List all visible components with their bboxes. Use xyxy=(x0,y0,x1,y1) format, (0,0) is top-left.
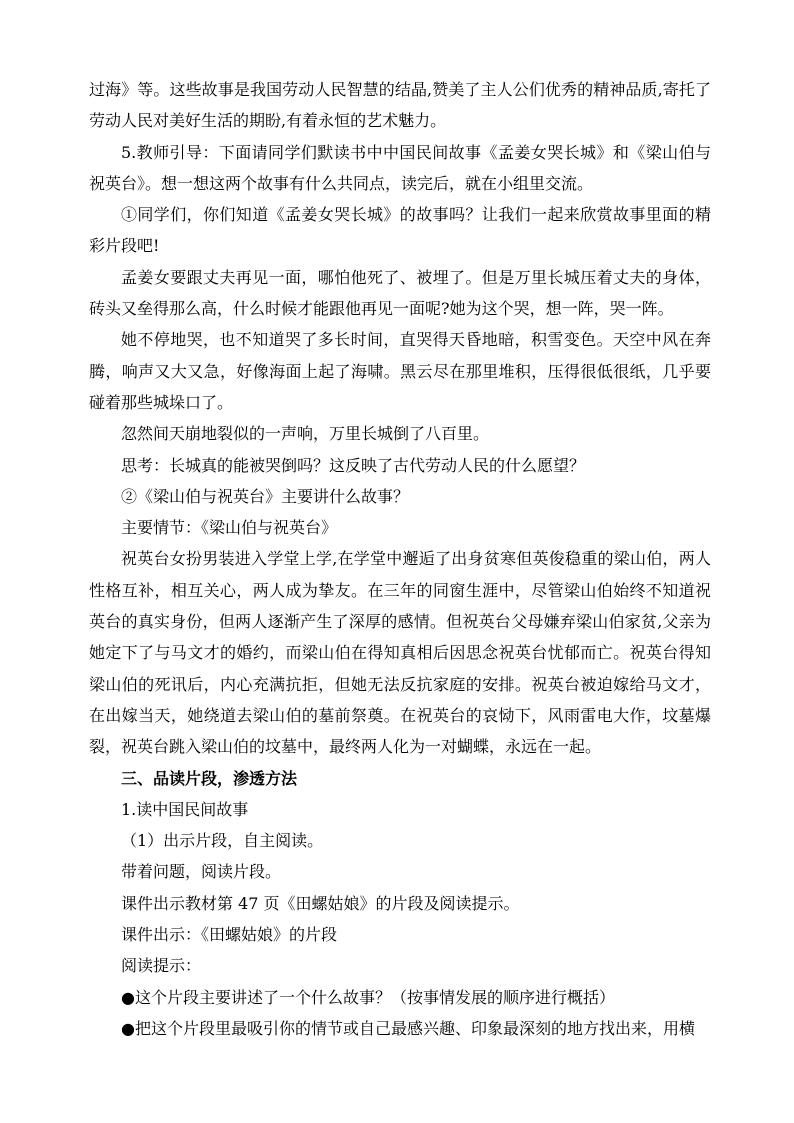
paragraph-14: 带着问题，阅读片段。 xyxy=(121,862,282,882)
paragraph-6: 忽然间天崩地裂似的一声响，万里长城倒了八百里。 xyxy=(121,424,490,444)
paragraph-16: 课件出示：《田螺姑娘》的片段 xyxy=(121,925,338,945)
paragraph-10: 祝英台女扮男装进入学堂上学,在学堂中邂逅了出身贫寒但英俊稳重的梁山伯，两人性格互补，相互关心，两人成为挚友。在三年的同窗生涯中，尽管梁山伯始终不知道祝英台的真实身份，但两人逐渐产生了深厚的感情。但祝英台父母嫌弃梁山伯家贫,父亲为她定下了与马文才的婚约，而梁山伯在得知真相后因思念祝英台忧郁而亡。祝英台得知梁山伯的死讯后，内心充满抗拒，但她无法反抗家庭的安排。祝英台被迫嫁给马文才，在出嫁当天，她绕道去梁山伯的墓前祭奠。在祝英台的哀恸下，风雨雷电大作，坟墓爆裂，祝英台跳入梁山伯的坟墓中，最终两人化为一对蝴蝶，永远在一起。 xyxy=(89,549,711,757)
paragraph-2: 5.教师引导：下面请同学们默读书中中国民间故事《孟姜女哭长城》和《梁山伯与祝英台》。想一想这两个故事有什么共同点，读完后，就在小组里交流。 xyxy=(89,142,711,193)
paragraph-9: 主要情节：《梁山伯与祝英台》 xyxy=(121,518,338,538)
paragraph-7: 思考：长城真的能被哭倒吗？这反映了古代劳动人民的什么愿望？ xyxy=(121,455,586,475)
paragraph-17: 阅读提示： xyxy=(121,956,202,976)
section-heading: 三、品读片段，渗透方法 xyxy=(121,768,298,788)
paragraph-13: （1）出示片段，自主阅读。 xyxy=(121,831,324,851)
bullet-item-2: ●把这个片段里最吸引你的情节或自己最感兴趣、印象最深刻的地方找出来，用横 xyxy=(121,1018,695,1038)
paragraph-12: 1.读中国民间故事 xyxy=(121,799,249,819)
paragraph-4: 孟姜女要跟丈夫再见一面，哪怕他死了、被埋了。但是万里长城压着丈夫的身体，砖头又垒得那么高，什么时候才能跟他再见一面呢?她为这个哭，想一阵，哭一阵。 xyxy=(89,267,711,319)
document-page xyxy=(89,74,711,1044)
paragraph-3: ①同学们，你们知道《孟姜女哭长城》的故事吗？让我们一起来欣赏故事里面的精彩片段吧! xyxy=(89,205,711,256)
bullet-item-1: ●这个片段主要讲述了一个什么故事？（按事情发展的顺序进行概括） xyxy=(121,987,615,1007)
paragraph-8: ②《梁山伯与祝英台》主要讲什么故事？ xyxy=(121,486,410,506)
paragraph-15: 课件出示教材第 47 页《田螺姑娘》的片段及阅读提示。 xyxy=(121,893,520,913)
paragraph-5: 她不停地哭，也不知道哭了多长时间，直哭得天昏地暗，积雪变色。天空中风在奔腾，响声又大又急，好像海面上起了海啸。黑云尽在那里堆积，压得很低很纸，几乎要碰着那些城垛口了。 xyxy=(89,330,711,412)
paragraph-1: 过海》等。这些故事是我国劳动人民智慧的结晶,赞美了主人公们优秀的精神品质,寄托了劳动人民对美好生活的期盼,有着永恒的艺术魅力。 xyxy=(89,80,711,131)
